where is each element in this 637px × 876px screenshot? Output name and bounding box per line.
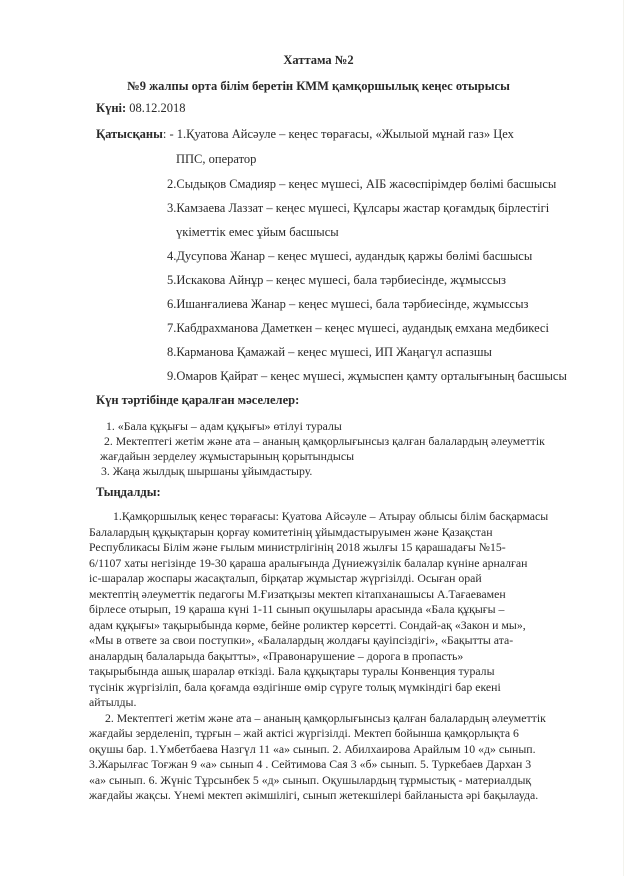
heard-p1-line-4: 6/1107 хаты негізінде 19-30 қараша аралығында Дүниежүзілік балалар күніне арналған	[89, 556, 528, 570]
heard-p1-line-8: адам құқығы» тақырыбында көрме, бейне роликтер көрсетті. Сондай-ақ «Закон и мы»,	[89, 618, 526, 632]
heard-p1-line-12: түсінік жүргізіліп, бала қоғамда өздігінше өмір сүруге толық мүмкіндігі бар екені	[89, 680, 501, 694]
date-value: 08.12.2018	[129, 101, 186, 115]
scan-edge-line	[623, 0, 624, 876]
heard-p2-line-4: 3.Жарылғас Тоғжан 9 «а» сынып 4 . Сейтимова Сая 3 «б» сынып. 5. Туркебаев Дархан 3	[89, 757, 532, 771]
heard-p2-line-3: оқушы бар. 1.Үмбетбаева Назгүл 11 «а» сынып. 2. Абилхаирова Арайлым 10 «д» сынып.	[89, 742, 536, 756]
participants-prefix: : -	[162, 127, 177, 141]
participants-first-line	[96, 127, 514, 142]
heard-p1-line-13: айтылды.	[89, 695, 137, 709]
date-label: Күні:	[96, 101, 127, 115]
heard-p1-line-10: аналардың балаларыда бақытты», «Правонарушение – дорога в пропасть»	[89, 649, 464, 663]
document-subtitle: №9 жалпы орта білім беретін КММ қамқоршылық кеңес отырысы	[127, 79, 510, 93]
heard-p1-line-6: мектептің әлеуметтік педагогы М.Ғизатқызы мектеп кітапханашысы А.Тағаевамен	[89, 587, 506, 601]
participant-6: 6.Ишанғалиева Жанар – кеңес мүшесі, бала тәрбиесінде, жұмыссыз	[167, 297, 529, 311]
meeting-date	[96, 101, 186, 116]
heard-heading: Тыңдалды:	[96, 485, 161, 499]
participant-1: 1.Қуатова Айсәуле – кеңес төрағасы, «Жылыой мұнай газ» Цех	[176, 127, 514, 141]
heard-p1-line-9: «Мы в ответе за свои поступки», «Балалардың жолдағы қауіпсіздігі», «Бақытты ата-	[89, 633, 514, 647]
heard-p2-line-6: жағдайы жақсы. Үнемі мектеп әкімшілігі, сынып жетекшілері байланыста әрі бақылауда.	[89, 788, 539, 802]
heard-p2-line-2: жағдайы зерделеніп, тұрғын – жай актісі жүргізілді. Мектеп бойынша қамқорлықта 6	[89, 726, 519, 740]
heard-p1-line-7: бірлесе отырып, 19 қараша күні 1-11 сынып оқушылары арасында «Бала құқығы –	[89, 602, 505, 616]
participant-3: 3.Камзаева Лаззат – кеңес мүшесі, Құлсары жастар қоғамдық бірлестігі	[167, 201, 550, 215]
participant-5: 5.Искакова Айнұр – кеңес мүшесі, бала тәрбиесінде, жұмыссыз	[167, 273, 506, 287]
participants-label: Қатысқаны	[96, 127, 163, 141]
agenda-item-2: 2. Мектептегі жетім және ата – ананың қамқорлығынсыз қалған балалардың әлеуметтік	[104, 434, 545, 448]
participant-7: 7.Кабдрахманова Даметкен – кеңес мүшесі, аудандық емхана медбикесі	[167, 321, 549, 335]
participant-9: 9.Омаров Қайрат – кеңес мүшесі, жұмыспен қамту орталығының басшысы	[167, 369, 567, 383]
agenda-item-3: 3. Жаңа жылдық шыршаны ұйымдастыру.	[101, 464, 313, 478]
agenda-item-1: 1. «Бала құқығы – адам құқығы» өтілуі туралы	[106, 419, 342, 433]
heard-p2-line-1: 2. Мектептегі жетім және ата – ананың қамқорлығынсыз қалған балалардың әлеуметтік	[105, 711, 546, 725]
heard-p2-line-5: «а» сынып. 6. Жүніс Тұрсынбек 5 «д» сынып. Оқушылардың тұрмыстық - материалдық	[89, 773, 532, 787]
participant-4: 4.Дусупова Жанар – кеңес мүшесі, аудандық қаржы бөлімі басшысы	[167, 249, 533, 263]
participant-2: 2.Сыдықов Смадияр – кеңес мүшесі, АІБ жасөспірімдер бөлімі басшысы	[167, 177, 557, 191]
heard-p1-line-11: тақырыбында ашық шаралар өткізді. Бала құқықтары туралы Конвенция туралы	[89, 664, 495, 678]
agenda-heading: Күн тәртібінде қаралған мәселелер:	[96, 393, 300, 407]
heard-p1-line-1: 1.Қамқоршылық кеңес төрағасы: Қуатова Айсәуле – Атырау облысы білім басқармасы	[113, 509, 549, 523]
heard-p1-line-3: Республикасы Білім және ғылым министрлігінің 2018 жылғы 15 қарашадағы №15-	[89, 540, 506, 554]
participant-3-continued: үкіметтік емес ұйым басшысы	[176, 225, 339, 239]
heard-p1-line-2: Балалардың құқықтарын қорғау комитетінің ұйымдастыруымен және Қазақстан	[89, 525, 493, 539]
participant-8: 8.Карманова Қамажай – кеңес мүшесі, ИП Жаңагүл аспазшы	[167, 345, 492, 359]
document-title: Хаттама №2	[283, 53, 354, 67]
agenda-item-2-continued: жағдайын зерделеу жұмыстарының қорытындысы	[100, 449, 354, 463]
heard-p1-line-5: іс-шаралар жоспары жасақталып, бірқатар жұмыстар жүргізілді. Осыған орай	[89, 571, 482, 585]
participant-1-continued: ППС, оператор	[176, 152, 257, 166]
